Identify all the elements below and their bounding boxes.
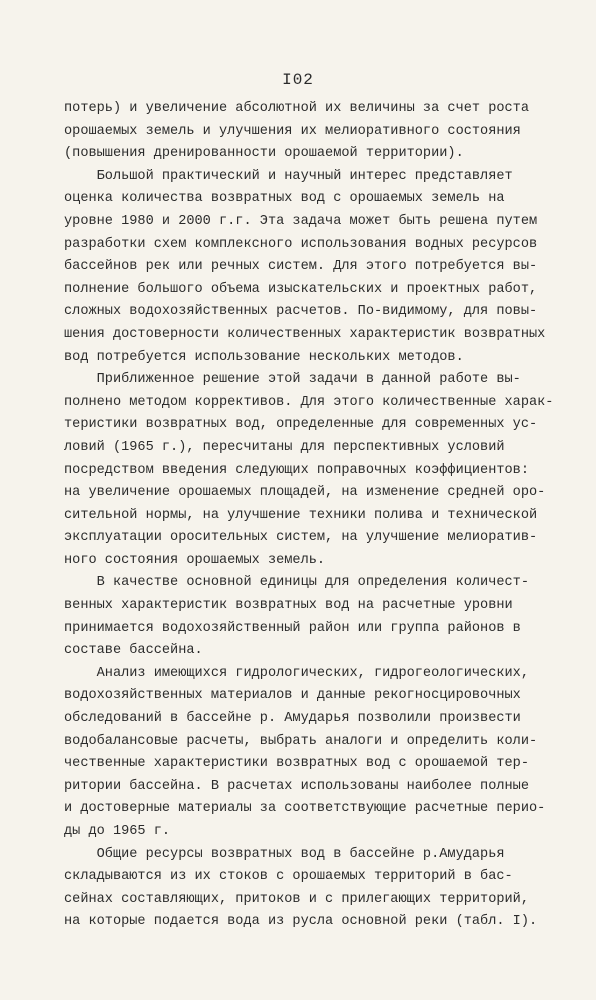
body-text <box>64 98 554 934</box>
text-line: потерь) и увеличение абсолютной их величины за счет роста <box>64 101 529 116</box>
paragraph <box>64 98 534 166</box>
text-line: В качестве основной единицы для определения количест- <box>64 575 529 591</box>
text-line: эксплуатации оросительных систем, на улучшение мелиоратив- <box>64 530 538 546</box>
text-line: разработки схем комплексного использования водных ресурсов <box>64 236 538 252</box>
text-line: водобалансовые расчеты, выбрать аналоги и определить коли- <box>64 733 538 749</box>
text-line: бассейнов рек или речных систем. Для этого потребуется вы- <box>64 259 538 275</box>
text-line: Большой практический и научный интерес представляет <box>64 168 513 184</box>
text-line: на увеличение орошаемых площадей, на изменение средней оро- <box>64 485 546 501</box>
paragraph <box>64 166 546 369</box>
page-number: I02 <box>282 71 314 89</box>
text-line: вод потребуется использование нескольких методов. <box>64 349 464 365</box>
text-line: шения достоверности количественных характеристик возвратных <box>64 326 546 342</box>
text-line: ловий (1965 г.), пересчитаны для перспективных условий <box>64 439 505 455</box>
text-line: венных характеристик возвратных вод на расчетные уровни <box>64 598 513 614</box>
text-line: Приближенное решение этой задачи в данной работе вы- <box>64 372 521 388</box>
text-line: (повышения дренированности орошаемой территории). <box>64 146 464 162</box>
paragraph <box>64 369 554 572</box>
text-line: на которые подается вода из русла основной реки (табл. I). <box>64 914 538 930</box>
text-line: посредством введения следующих поправочных коэффициентов: <box>64 462 529 478</box>
text-line: уровне 1980 и 2000 г.г. Эта задача может быть решена путем <box>64 213 538 229</box>
text-line: оценка количества возвратных вод с орошаемых земель на <box>64 191 505 207</box>
text-line: водохозяйственных материалов и данные рекогносцировочных <box>64 688 521 704</box>
text-line: полнено методом коррективов. Для этого количественные харак- <box>64 394 554 410</box>
text-line: ритории бассейна. В расчетах использованы наиболее полные <box>64 778 529 794</box>
text-line: Общие ресурсы возвратных вод в бассейне р.Амударья <box>64 846 505 862</box>
text-line: сейнах составляющих, притоков и с прилегающих территорий, <box>64 891 529 907</box>
text-line: чественные характеристики возвратных вод с орошаемой тер- <box>64 756 529 772</box>
text-line: обследований в бассейне р. Амударья позволили произвести <box>64 711 521 727</box>
paragraph <box>64 572 534 662</box>
text-line: принимается водохозяйственный район или группа районов в <box>64 620 521 636</box>
text-line: складываются из их стоков с орошаемых территорий в бас- <box>64 869 513 885</box>
paragraph <box>64 663 546 844</box>
paragraph <box>64 844 538 934</box>
text-line: сложных водохозяйственных расчетов. По-видимому, для повы- <box>64 304 538 320</box>
text-line: ды до 1965 г. <box>64 824 171 839</box>
text-line: теристики возвратных вод, определенные для современных ус- <box>64 417 538 433</box>
text-line: полнение большого объема изыскательских и проектных работ, <box>64 281 538 297</box>
text-line: Анализ имеющихся гидрологических, гидрогеологических, <box>64 665 529 681</box>
text-line: сительной нормы, на улучшение техники полива и технической <box>64 507 538 523</box>
text-line: ного состояния орошаемых земель. <box>64 552 326 568</box>
text-line: орошаемых земель и улучшения их мелиоративного состояния <box>64 123 521 139</box>
text-line: составе бассейна. <box>64 643 203 659</box>
text-line: и достоверные материалы за соответствующие расчетные перио- <box>64 801 546 817</box>
